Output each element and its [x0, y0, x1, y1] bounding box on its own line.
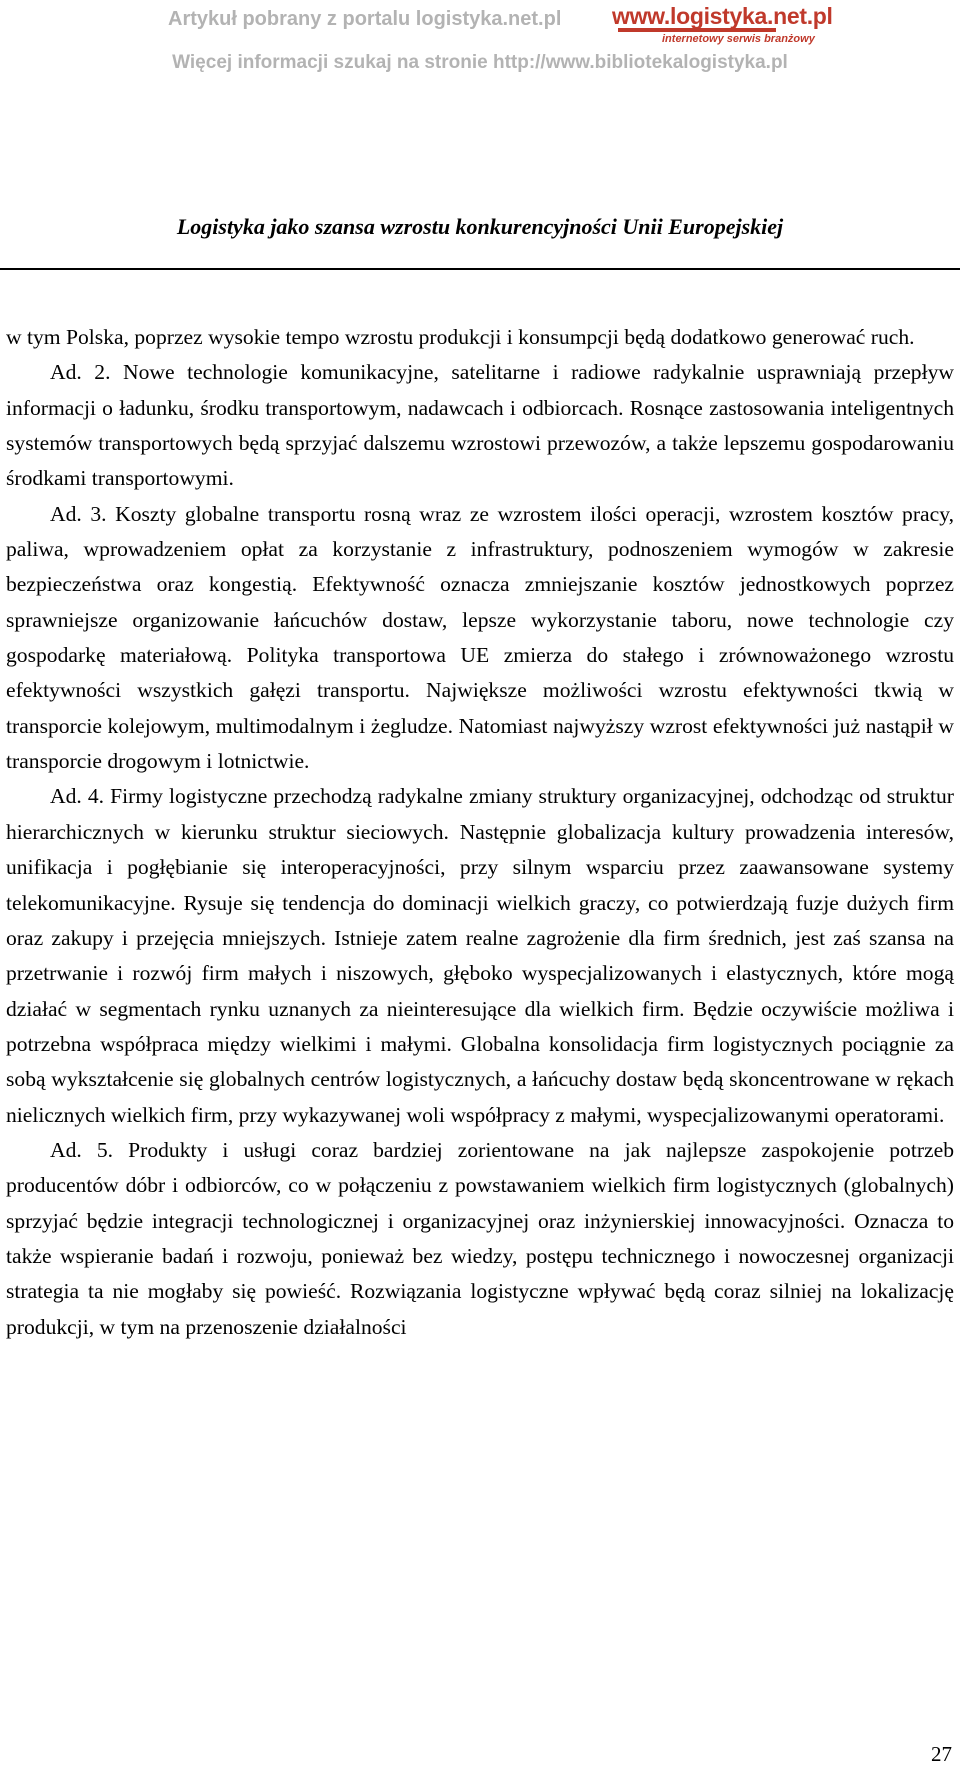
running-title: Logistyka jako szansa wzrostu konkurencyjności Unii Europejskiej [176, 214, 784, 239]
logo-tagline: internetowy serwis branżowy [662, 33, 815, 45]
paragraph-ad-2: Ad. 2. Nowe technologie komunikacyjne, satelitarne i radiowe radykalnie usprawniają przepływ informacji o ładunku, środku transportowym, nadawcach i odbiorcach. Rosnące zastosowania inteligentnych systemów transportowych będą sprzyjać dalszemu wzrostowi przewozów, a także lepszemu gospodarowaniu środkami transportowymi. [6, 360, 954, 491]
title-divider [0, 268, 960, 270]
paragraph-ad-4: Ad. 4. Firmy logistyczne przechodzą radykalne zmiany struktury organizacyjnej, odchodząc od struktur hierarchicznych w kierunku struktur sieciowych. Następnie globalizacja kultury prowadzenia interesów, unifikacja i pogłębianie się interoperacyjności, przy silnym wsparciu przez zaawansowane systemy telekomunikacyjne. Rysuje się tendencja do dominacji wielkich graczy, co potwierdzają fuzje dużych firm oraz zakupy i przejęcia mniejszych. Istnieje zatem realne zagrożenie dla firm średnich, jest zaś szansa na przetrwanie i rozwój firm małych i niszowych, głęboko wyspecjalizowanych i elastycznych, które mogą działać w segmentach rynku uznanych za nieinteresujące dla wielkich firm. Będzie oczywiście możliwa i potrzebna współpraca między wielkimi i małymi. Globalna konsolidacja firm logistycznych pociągnie za sobą wykształcenie się globalnych centrów logistycznych, a łańcuchy dostaw będą skoncentrowane w rękach nielicznych wielkich firm, przy wykazywanej woli współpracy z małymi, wyspecjalizowanymi operatorami. [6, 784, 954, 1127]
more-info-link[interactable]: Więcej informacji szukaj na stronie http://www.bibliotekalogistyka.pl [172, 52, 788, 73]
paragraph-ad-3: Ad. 3. Koszty globalne transportu rosną wraz ze wzrostem ilości operacji, wzrostem kosztów pracy, paliwa, wprowadzeniem opłat za korzystanie z infrastruktury, podnoszeniem wymogów w zakresie bezpieczeństwa oraz kongestią. Efektywność oznacza zmniejszanie kosztów jednostkowych poprzez sprawniejsze organizowanie łańcuchów dostaw, lepsze wykorzystanie taboru, nowe technologie czy gospodarkę materiałową. Polityka transportowa UE zmierza do stałego i zrównoważonego wzrostu efektywności wszystkich gałęzi transportu. Największe możliwości wzrostu efektywności tkwią w transporcie kolejowym, multimodalnym i żegludze. Natomiast najwyższy wzrost efektywności już nastąpił w transporcie drogowym i lotnictwie. [6, 501, 954, 774]
page-number: 27 [931, 1742, 952, 1766]
document-body [6, 320, 954, 1345]
paragraph-ad-5: Ad. 5. Produkty i usługi coraz bardziej zorientowane na jak najlepsze zaspokojenie potrzeb producentów dóbr i odbiorców, co w połączeniu z powstawaniem wielkich firm logistycznych (globalnych) sprzyjać będzie integracji technologicznej i organizacyjnej oraz inżynierskiej innowacyjności. Oznacza to także wspieranie badań i rozwoju, ponieważ bez wiedzy, postępu technicznego i nowoczesnej organizacji strategia ta nie mogłaby się powieść. Rozwiązania logistyczne wpływać będą coraz silniej na lokalizację produkcji, w tym na przenoszenie działalności [6, 1137, 954, 1339]
logistyka-logo[interactable] [612, 3, 833, 45]
logo-wordmark: www.logistyka.net.pl [612, 3, 833, 29]
source-attribution: Artykuł pobrany z portalu logistyka.net.pl [168, 8, 562, 30]
paragraph-continuation: w tym Polska, poprzez wysokie tempo wzrostu produkcji i konsumpcji będą dodatkowo generować ruch. [6, 325, 915, 349]
